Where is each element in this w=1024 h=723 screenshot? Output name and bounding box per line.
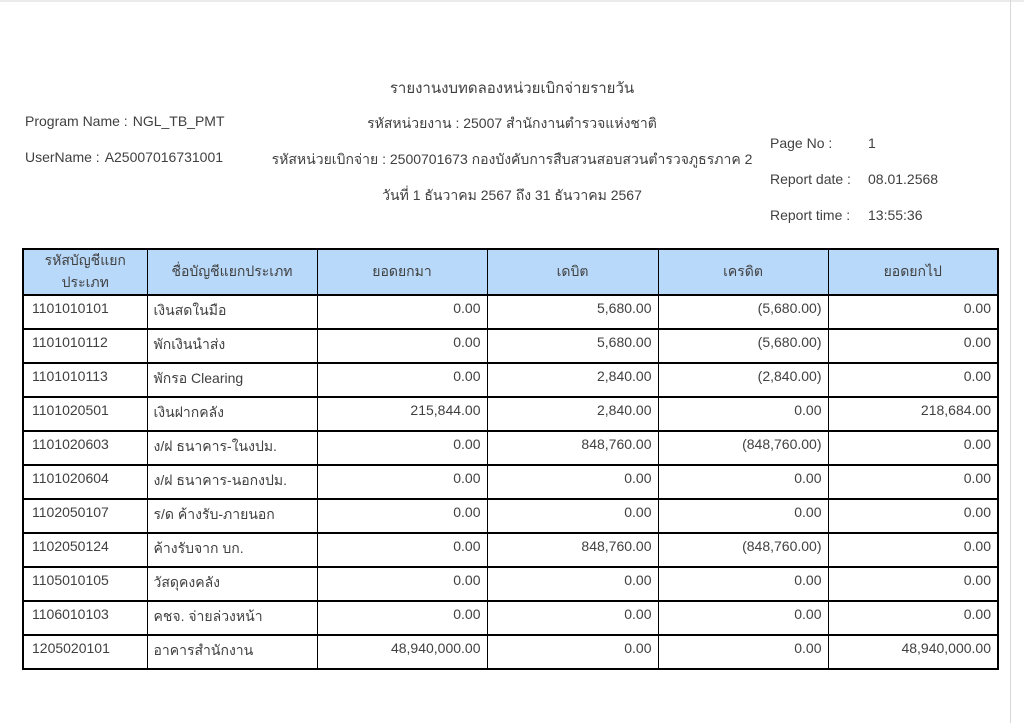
cell-debit: 0.00 bbox=[487, 567, 658, 601]
cell-debit: 2,840.00 bbox=[487, 397, 658, 431]
cell-closing: 0.00 bbox=[828, 431, 998, 465]
cell-closing: 0.00 bbox=[828, 295, 998, 329]
cell-closing: 0.00 bbox=[828, 601, 998, 635]
column-header: ยอดยกไป bbox=[828, 249, 998, 295]
cell-closing: 0.00 bbox=[828, 363, 998, 397]
table-row bbox=[23, 397, 998, 431]
cell-debit: 0.00 bbox=[487, 601, 658, 635]
cell-credit: 0.00 bbox=[658, 499, 828, 533]
table-row bbox=[23, 465, 998, 499]
report-title: รายงานงบทดลองหน่วยเบิกจ่ายรายวัน bbox=[389, 80, 635, 97]
table-row bbox=[23, 431, 998, 465]
cell-opening: 0.00 bbox=[317, 567, 487, 601]
cell-credit: (2,840.00) bbox=[658, 363, 828, 397]
cell-closing: 48,940,000.00 bbox=[828, 635, 998, 669]
cell-credit: 0.00 bbox=[658, 465, 828, 499]
cell-name: เงินสดในมือ bbox=[147, 295, 317, 329]
cell-name: คชจ. จ่ายล่วงหน้า bbox=[147, 601, 317, 635]
cell-opening: 0.00 bbox=[317, 329, 487, 363]
report-time-label: Report time : bbox=[770, 207, 851, 223]
table-row bbox=[23, 499, 998, 533]
report-time-value: 13:55:36 bbox=[868, 207, 923, 223]
cell-name: เงินฝากคลัง bbox=[147, 397, 317, 431]
cell-credit: (5,680.00) bbox=[658, 329, 828, 363]
report-date-label: Report date : bbox=[770, 171, 851, 187]
column-header: ยอดยกมา bbox=[317, 249, 487, 295]
cell-closing: 0.00 bbox=[828, 329, 998, 363]
cell-debit: 5,680.00 bbox=[487, 295, 658, 329]
cell-code: 1101010113 bbox=[23, 363, 147, 397]
cell-code: 1105010105 bbox=[23, 567, 147, 601]
cell-credit: (848,760.00) bbox=[658, 533, 828, 567]
cell-code: 1101010101 bbox=[23, 295, 147, 329]
cell-code: 1101020604 bbox=[23, 465, 147, 499]
cell-code: 1102050107 bbox=[23, 499, 147, 533]
cell-closing: 0.00 bbox=[828, 465, 998, 499]
cell-code: 1101020603 bbox=[23, 431, 147, 465]
cell-opening: 0.00 bbox=[317, 533, 487, 567]
program-name-label: Program Name : bbox=[25, 113, 128, 129]
page-right-edge bbox=[1010, 0, 1011, 723]
cell-name: ร/ด ค้างรับ-ภายนอก bbox=[147, 499, 317, 533]
cell-code: 1101020501 bbox=[23, 397, 147, 431]
cell-credit: 0.00 bbox=[658, 635, 828, 669]
cell-debit: 848,760.00 bbox=[487, 533, 658, 567]
agency-line: รหัสหน่วยงาน : 25007 สำนักงานตำรวจแห่งชาติ bbox=[367, 115, 657, 131]
page-no-label: Page No : bbox=[770, 135, 833, 151]
cell-code: 1102050124 bbox=[23, 533, 147, 567]
cell-debit: 5,680.00 bbox=[487, 329, 658, 363]
window-top-edge bbox=[0, 0, 1024, 2]
table-row bbox=[23, 567, 998, 601]
username-value: A25007016731001 bbox=[104, 149, 224, 165]
cell-name: ง/ฝ ธนาคาร-นอกงปม. bbox=[147, 465, 317, 499]
cell-opening: 215,844.00 bbox=[317, 397, 487, 431]
disbursement-line: รหัสหน่วยเบิกจ่าย : 2500701673 กองบังคับการสืบสวนสอบสวนตำรวจภูธรภาค 2 bbox=[271, 151, 753, 167]
cell-opening: 0.00 bbox=[317, 431, 487, 465]
username-label: UserName : bbox=[25, 149, 100, 165]
header-line-3 bbox=[0, 149, 1024, 187]
table-row bbox=[23, 533, 998, 567]
cell-name: ค้างรับจาก บก. bbox=[147, 533, 317, 567]
cell-debit: 0.00 bbox=[487, 499, 658, 533]
cell-opening: 0.00 bbox=[317, 295, 487, 329]
cell-opening: 48,940,000.00 bbox=[317, 635, 487, 669]
cell-closing: 218,684.00 bbox=[828, 397, 998, 431]
report-date-value: 08.01.2568 bbox=[868, 171, 939, 187]
cell-debit: 0.00 bbox=[487, 465, 658, 499]
table-header-row bbox=[23, 249, 998, 295]
cell-name: ง/ฝ ธนาคาร-ในงปม. bbox=[147, 431, 317, 465]
cell-closing: 0.00 bbox=[828, 567, 998, 601]
table-row bbox=[23, 363, 998, 397]
table-row bbox=[23, 635, 998, 669]
page-no-value: 1 bbox=[868, 135, 876, 151]
cell-credit: (848,760.00) bbox=[658, 431, 828, 465]
cell-name: พักรอ Clearing bbox=[147, 363, 317, 397]
cell-credit: 0.00 bbox=[658, 397, 828, 431]
cell-credit: 0.00 bbox=[658, 567, 828, 601]
table-row bbox=[23, 295, 998, 329]
cell-closing: 0.00 bbox=[828, 533, 998, 567]
cell-opening: 0.00 bbox=[317, 601, 487, 635]
column-header: รหัสบัญชีแยกประเภท bbox=[23, 249, 147, 295]
header-line-2 bbox=[0, 113, 1024, 151]
column-header: เครดิต bbox=[658, 249, 828, 295]
cell-code: 1205020101 bbox=[23, 635, 147, 669]
cell-name: วัสดุคงคลัง bbox=[147, 567, 317, 601]
cell-credit: (5,680.00) bbox=[658, 295, 828, 329]
cell-code: 1101010112 bbox=[23, 329, 147, 363]
program-name-value: NGL_TB_PMT bbox=[132, 113, 225, 129]
cell-opening: 0.00 bbox=[317, 499, 487, 533]
cell-code: 1106010103 bbox=[23, 601, 147, 635]
cell-debit: 2,840.00 bbox=[487, 363, 658, 397]
username bbox=[25, 149, 223, 165]
column-header: เดบิต bbox=[487, 249, 658, 295]
cell-opening: 0.00 bbox=[317, 363, 487, 397]
date-range-line: วันที่ 1 ธันวาคม 2567 ถึง 31 ธันวาคม 2567 bbox=[382, 187, 642, 203]
header-line-4 bbox=[0, 185, 1024, 223]
table-row bbox=[23, 601, 998, 635]
cell-credit: 0.00 bbox=[658, 601, 828, 635]
cell-name: อาคารสำนักงาน bbox=[147, 635, 317, 669]
cell-debit: 848,760.00 bbox=[487, 431, 658, 465]
cell-debit: 0.00 bbox=[487, 635, 658, 669]
program-name bbox=[25, 113, 225, 129]
cell-closing: 0.00 bbox=[828, 499, 998, 533]
cell-opening: 0.00 bbox=[317, 465, 487, 499]
trial-balance-table bbox=[22, 248, 999, 670]
table-row bbox=[23, 329, 998, 363]
cell-name: พักเงินนำส่ง bbox=[147, 329, 317, 363]
column-header: ชื่อบัญชีแยกประเภท bbox=[147, 249, 317, 295]
